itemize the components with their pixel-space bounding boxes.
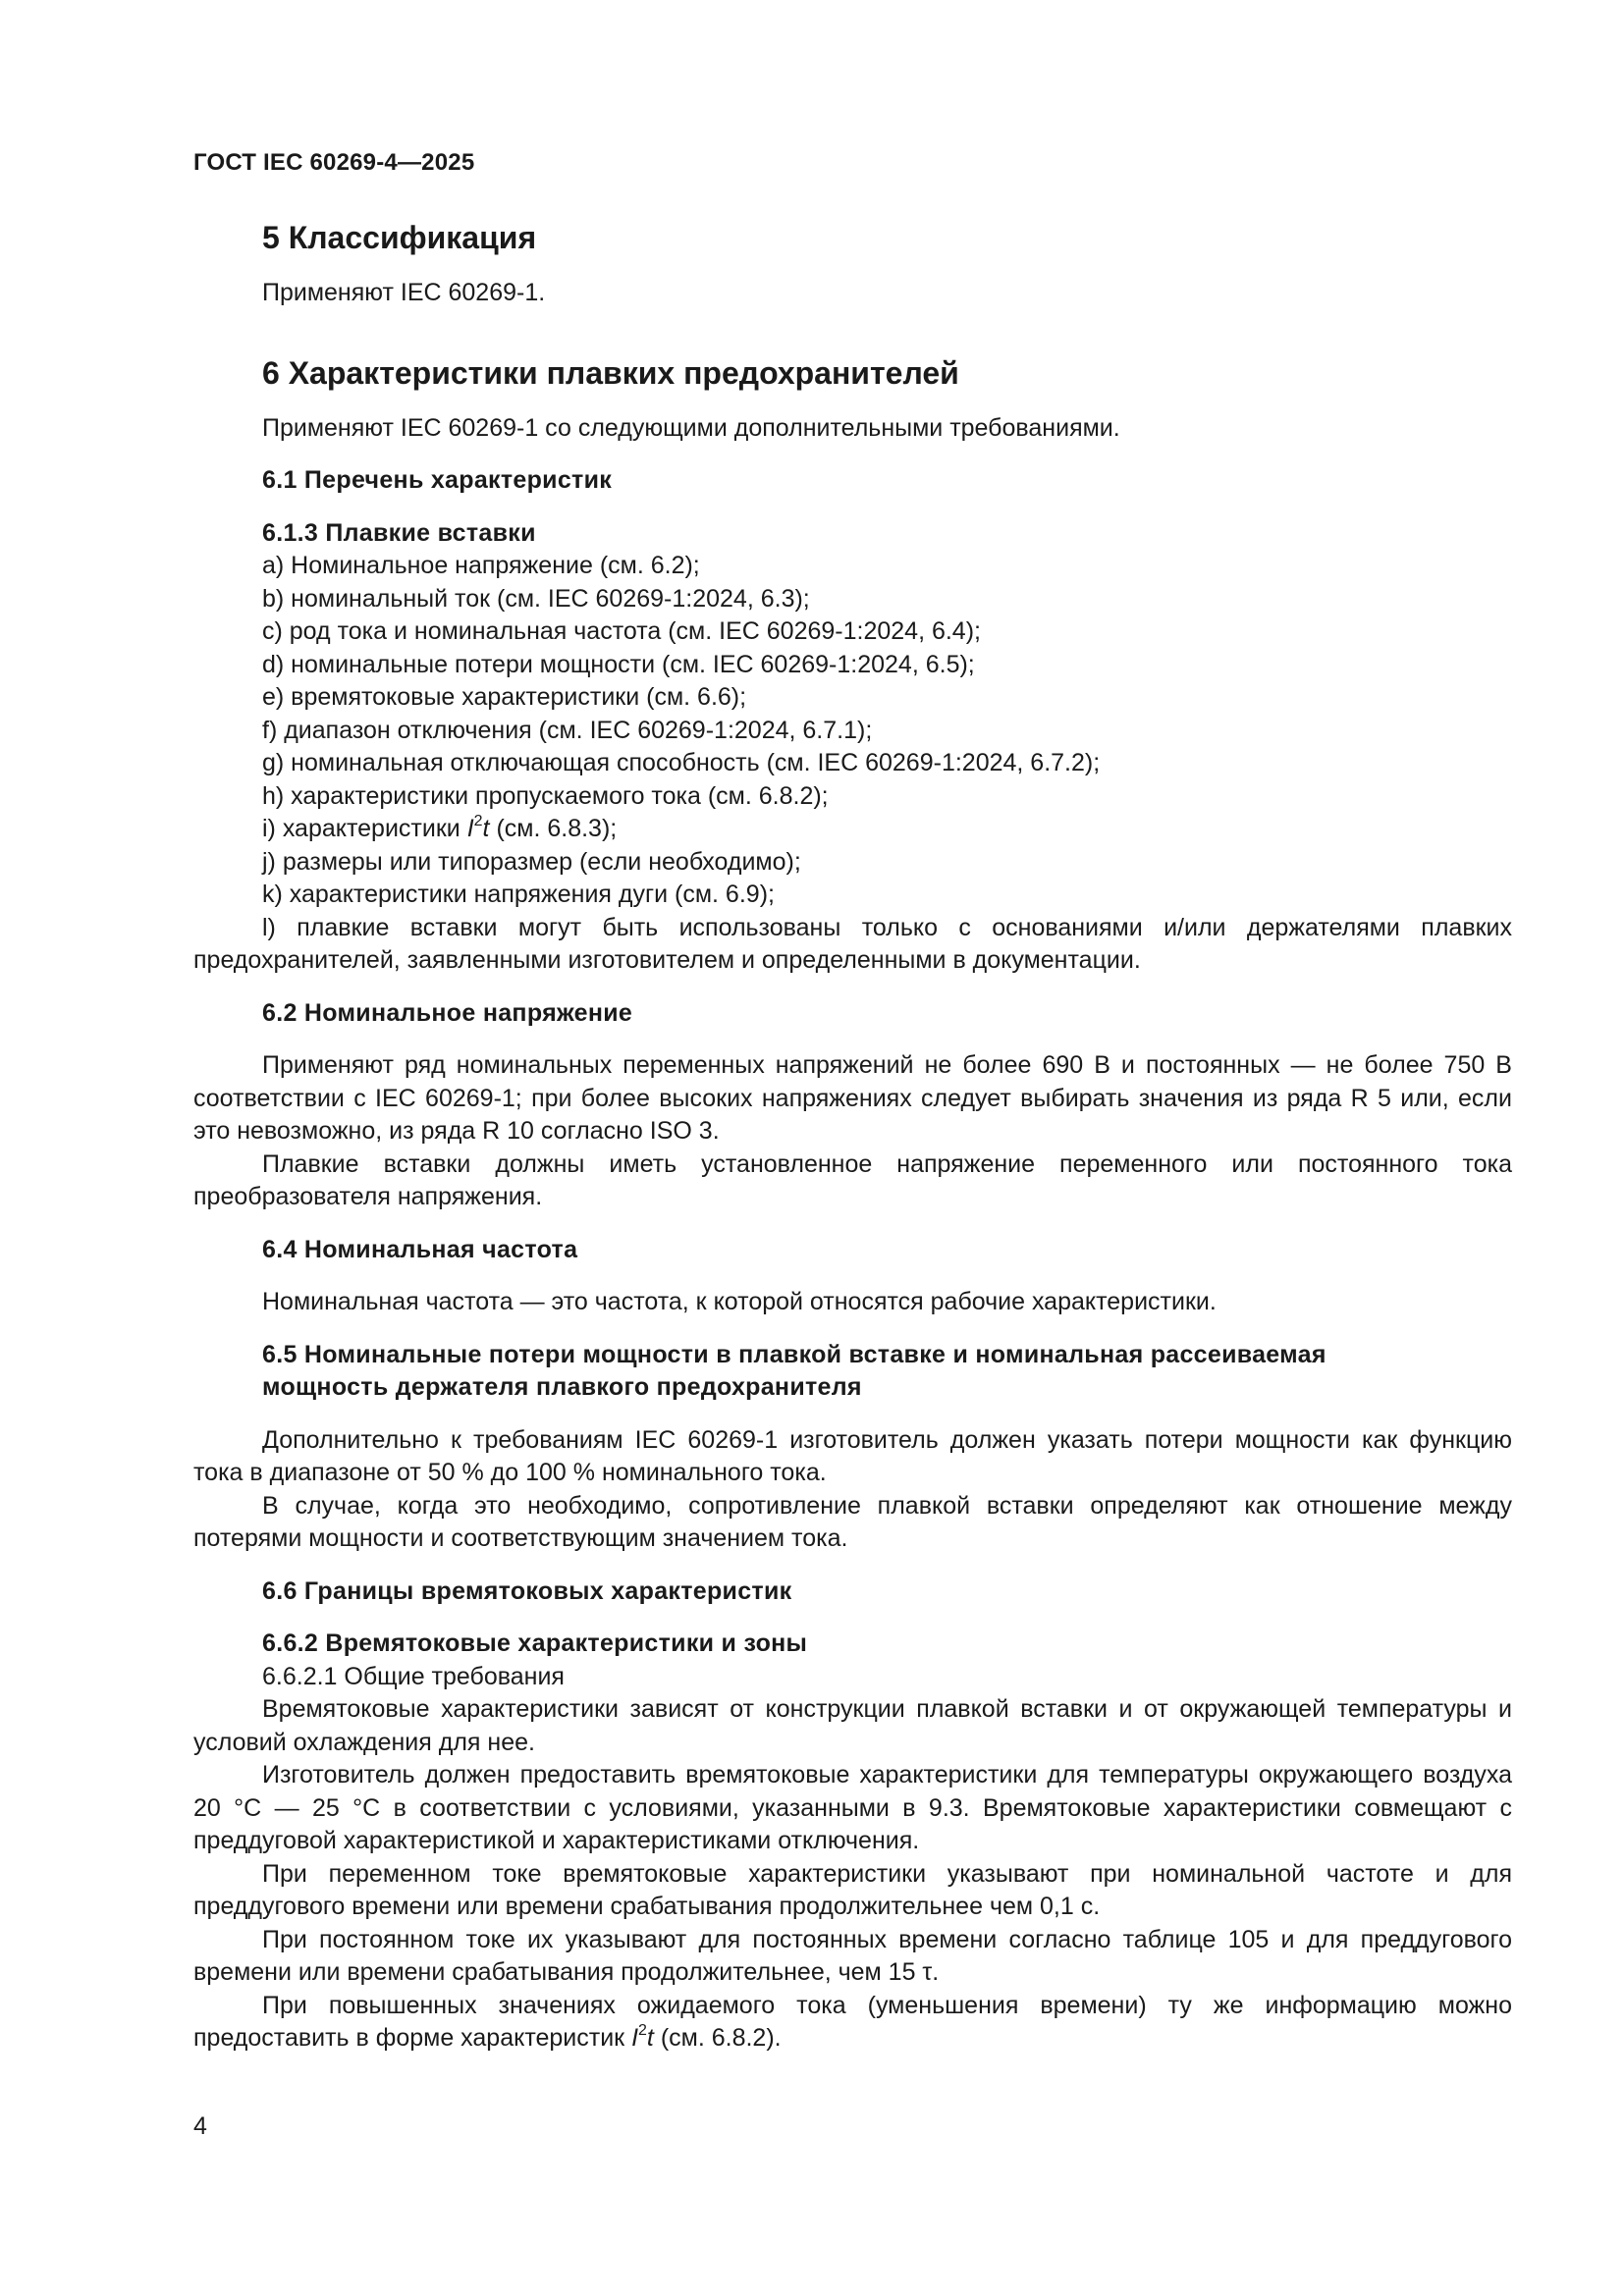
- section-6-5-heading-line-1: 6.5 Номинальные потери мощности в плавкой вставке и номинальная рассеиваемая: [262, 1340, 1326, 1368]
- para-5-text: При повышенных значениях ожидаемого тока (уменьшения времени) ту же информацию можно предоставить в форме характеристик: [193, 1991, 1512, 2052]
- section-6-2-para-2: Плавкие вставки должны иметь установленное напряжение переменного или постоянного тока преобразователя напряжения.: [193, 1149, 1512, 1210]
- section-6-5-heading-line-2: мощность держателя плавкого предохранителя: [262, 1373, 862, 1401]
- list-item-a: a) Номинальное напряжение (см. 6.2);: [262, 552, 700, 579]
- section-6-4-text: Номинальная частота — это частота, к которой относятся рабочие характеристики.: [262, 1288, 1217, 1315]
- list-item-f: f) диапазон отключения (см. IEC 60269-1:2024, 6.7.1);: [262, 716, 873, 744]
- page-content: [193, 218, 1512, 2056]
- list-item-c: c) род тока и номинальная частота (см. IEC 60269-1:2024, 6.4);: [262, 617, 981, 645]
- section-6-2-heading: 6.2 Номинальное напряжение: [262, 998, 633, 1027]
- section-6-6-2-para-5: [193, 1990, 1512, 2056]
- list-item-i-text: i) характеристики: [262, 815, 467, 842]
- para-5-ref: (см. 6.8.2).: [653, 2024, 782, 2052]
- list-item-j: j) размеры или типоразмер (если необходимо);: [262, 847, 801, 876]
- i2t-symbol-i: I: [466, 815, 474, 842]
- section-5-text: Применяют IEC 60269-1.: [262, 279, 546, 306]
- section-6-2-para-1: Применяют ряд номинальных переменных напряжений не более 690 В и постоянных — не более 750 В соответствии с IEC 60269-1; при более высоких напряжениях следует выбирать значения из ряда R 5 или, если это невозможно, из ряда R 10 согласно ISO 3.: [193, 1051, 1512, 1145]
- section-6-6-2-para-4: При постоянном токе их указывают для постоянных времени согласно таблице 105 и для преддугового времени или времени срабатывания продолжительнее, чем 15 τ.: [193, 1925, 1512, 1986]
- i2t-symbol-t: t: [646, 2024, 654, 2052]
- list-item-l: l) плавкие вставки могут быть использованы только с основаниями и/или держателями плавких предохранителей, заявленными изготовителем и определенными в документации.: [193, 913, 1512, 974]
- list-item-b: b) номинальный ток (см. IEC 60269-1:2024, 6.3);: [262, 584, 810, 613]
- section-6-5-para-1: Дополнительно к требованиям IEC 60269-1 изготовитель должен указать потери мощности как функцию тока в диапазоне от 50 % до 100 % номинального тока.: [193, 1425, 1512, 1486]
- list-item-i: [193, 813, 1512, 846]
- list-item-g: g) номинальная отключающая способность (см. IEC 60269-1:2024, 6.7.2);: [262, 749, 1101, 776]
- i2t-symbol-t: t: [482, 815, 490, 842]
- section-6-6-2-para-1: Времятоковые характеристики зависят от конструкции плавкой вставки и от окружающей температуры и условий охлаждения для нее.: [193, 1695, 1512, 1756]
- section-6-6-2-para-2: Изготовитель должен предоставить времятоковые характеристики для температуры окружающего воздуха 20 °C — 25 °C в соответствии с условиями, указанными в 9.3. Времятоковые характеристики совмещают с преддуговой характеристикой и характеристиками отключения.: [193, 1761, 1512, 1854]
- section-6-6-2-heading: 6.6.2 Времятоковые характеристики и зоны: [262, 1629, 808, 1657]
- list-item-i-ref: (см. 6.8.3);: [489, 815, 618, 842]
- i2t-symbol-i: I: [631, 2024, 639, 2052]
- document-code: ГОСТ IEC 60269-4—2025: [193, 149, 475, 176]
- section-6-6-2-para-3: При переменном токе времятоковые характеристики указывают при номинальной частоте и для преддугового времени или времени срабатывания продолжительнее чем 0,1 с.: [193, 1859, 1512, 1920]
- list-item-e: e) времятоковые характеристики (см. 6.6);: [262, 683, 747, 711]
- section-6-1-3-heading: 6.1.3 Плавкие вставки: [262, 518, 536, 547]
- list-item-k: k) характеристики напряжения дуги (см. 6.9);: [262, 881, 775, 908]
- i2t-superscript: 2: [638, 2022, 647, 2039]
- section-6-text: Применяют IEC 60269-1 со следующими дополнительными требованиями.: [262, 413, 1120, 442]
- section-6-6-2-1-heading: 6.6.2.1 Общие требования: [262, 1662, 565, 1690]
- section-6-5-para-2: В случае, когда это необходимо, сопротивление плавкой вставки определяют как отношение между потерями мощности и соответствующим значением тока.: [193, 1491, 1512, 1552]
- section-5-heading: 5 Классификация: [262, 220, 537, 255]
- section-6-1-heading: 6.1 Перечень характеристик: [262, 466, 613, 494]
- list-item-h: h) характеристики пропускаемого тока (см. 6.8.2);: [262, 781, 829, 810]
- list-item-d: d) номинальные потери мощности (см. IEC 60269-1:2024, 6.5);: [262, 650, 975, 678]
- section-6-4-heading: 6.4 Номинальная частота: [262, 1235, 578, 1263]
- i2t-superscript: 2: [473, 813, 483, 829]
- page-number: 4: [193, 2112, 207, 2140]
- section-6-heading: 6 Характеристики плавких предохранителей: [262, 354, 959, 391]
- section-6-6-heading: 6.6 Границы времятоковых характеристик: [262, 1576, 792, 1605]
